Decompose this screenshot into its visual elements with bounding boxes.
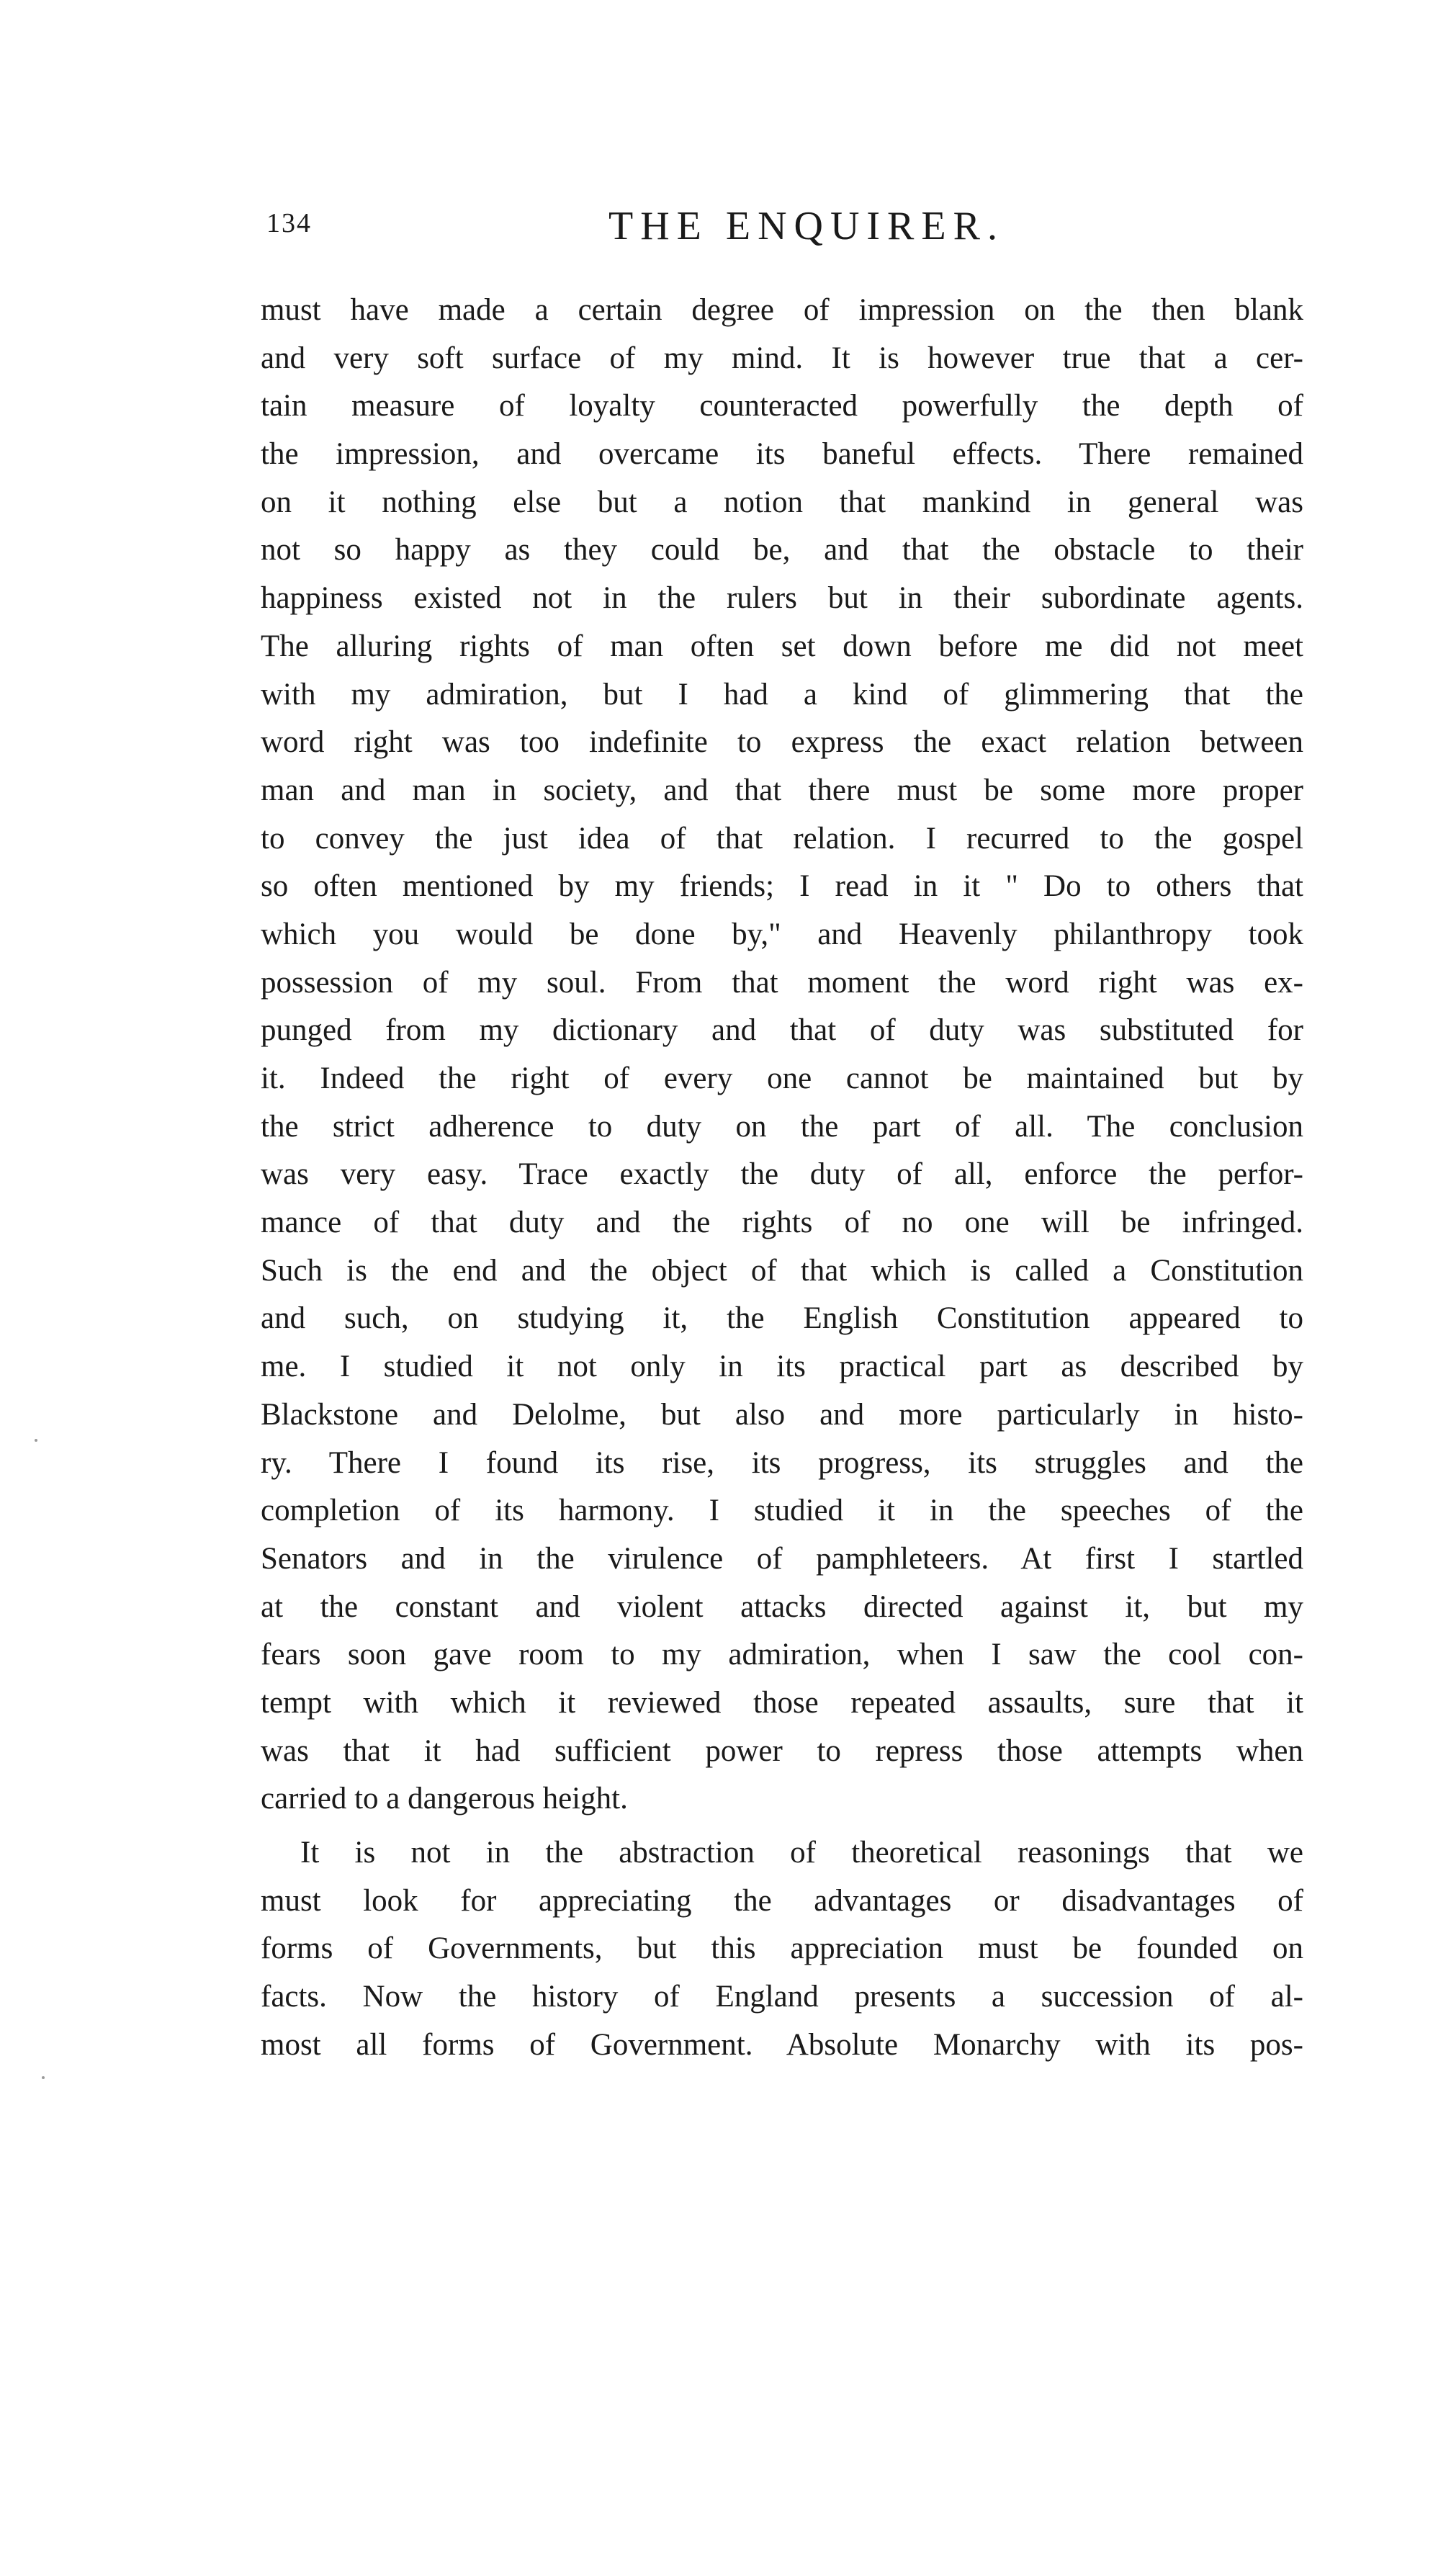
text-line: must look for appreciating the advantages or disadvantages of [261,1883,1303,1918]
text-line: on it nothing else but a notion that mankind in general was [261,485,1303,519]
text-line: the impression, and overcame its baneful effects. There remained [261,437,1303,472]
text-line: tempt with which it reviewed those repeated assaults, sure that it [261,1685,1303,1720]
text-line: ry. There I found its rise, its progress, its struggles and the [261,1445,1303,1480]
text-line: punged from my dictionary and that of duty was substituted for [261,1013,1303,1048]
running-title: THE ENQUIRER. [608,204,1005,248]
text-line: word right was too indefinite to express the exact relation between [261,725,1303,760]
text-line: possession of my soul. From that moment the word right was ex- [261,965,1303,1000]
text-line: so often mentioned by my friends; I read in it " Do to others that [261,869,1303,904]
text-line: facts. Now the history of England presents a succession of al- [261,1980,1303,2014]
text-line: Blackstone and Delolme, but also and more particularly in histo- [261,1397,1303,1432]
text-line: most all forms of Government. Absolute Monarchy with its pos- [261,2027,1303,2062]
text-line: was that it had sufficient power to repress those attempts when [261,1733,1303,1768]
text-line: The alluring rights of man often set down before me did not meet [261,629,1303,663]
text-line: happiness existed not in the rulers but in their subordinate agents. [261,581,1303,616]
margin-speck [35,1439,37,1442]
text-line: fears soon gave room to my admiration, when I saw the cool con- [261,1638,1303,1672]
page-header [266,203,1303,261]
text-line: forms of Governments, but this appreciation must be founded on [261,1931,1303,1966]
text-line: completion of its harmony. I studied it in the speeches of the [261,1494,1303,1528]
body-text [261,287,1303,2069]
paragraph-1 [261,287,1303,1823]
text-line: must have made a certain degree of impression on the then blank [261,293,1303,327]
margin-speck [42,2076,45,2079]
text-line: man and man in society, and that there must be some more proper [261,773,1303,807]
page-number: 134 [266,208,312,238]
text-line: It is not in the abstraction of theoretical reasonings that we [300,1836,1303,1870]
text-line: to convey the just idea of that relation. I recurred to the gospel [261,821,1303,856]
text-line: tain measure of loyalty counteracted powerfully the depth of [261,389,1303,423]
text-line: Senators and in the virulence of pamphleteers. At first I startled [261,1541,1303,1576]
text-line: was very easy. Trace exactly the duty of all, enforce the perfor- [261,1157,1303,1192]
text-line: with my admiration, but I had a kind of glimmering that the [261,677,1303,712]
text-line: not so happy as they could be, and that the obstacle to their [261,533,1303,567]
text-line: me. I studied it not only in its practical part as described by [261,1350,1303,1384]
text-line: carried to a dangerous height. [261,1782,628,1816]
paragraph-2 [261,1829,1303,2069]
text-line: and very soft surface of my mind. It is however true that a cer- [261,341,1303,375]
text-line: the strict adherence to duty on the part of all. The conclusion [261,1109,1303,1144]
text-line: which you would be done by," and Heavenly philanthropy took [261,917,1303,951]
text-line: Such is the end and the object of that which is called a Constitution [261,1253,1303,1288]
text-line: mance of that duty and the rights of no one will be infringed. [261,1206,1303,1240]
text-line: and such, on studying it, the English Constitution appeared to [261,1301,1303,1336]
text-line: at the constant and violent attacks directed against it, but my [261,1589,1303,1624]
text-line: it. Indeed the right of every one cannot be maintained but by [261,1062,1303,1095]
